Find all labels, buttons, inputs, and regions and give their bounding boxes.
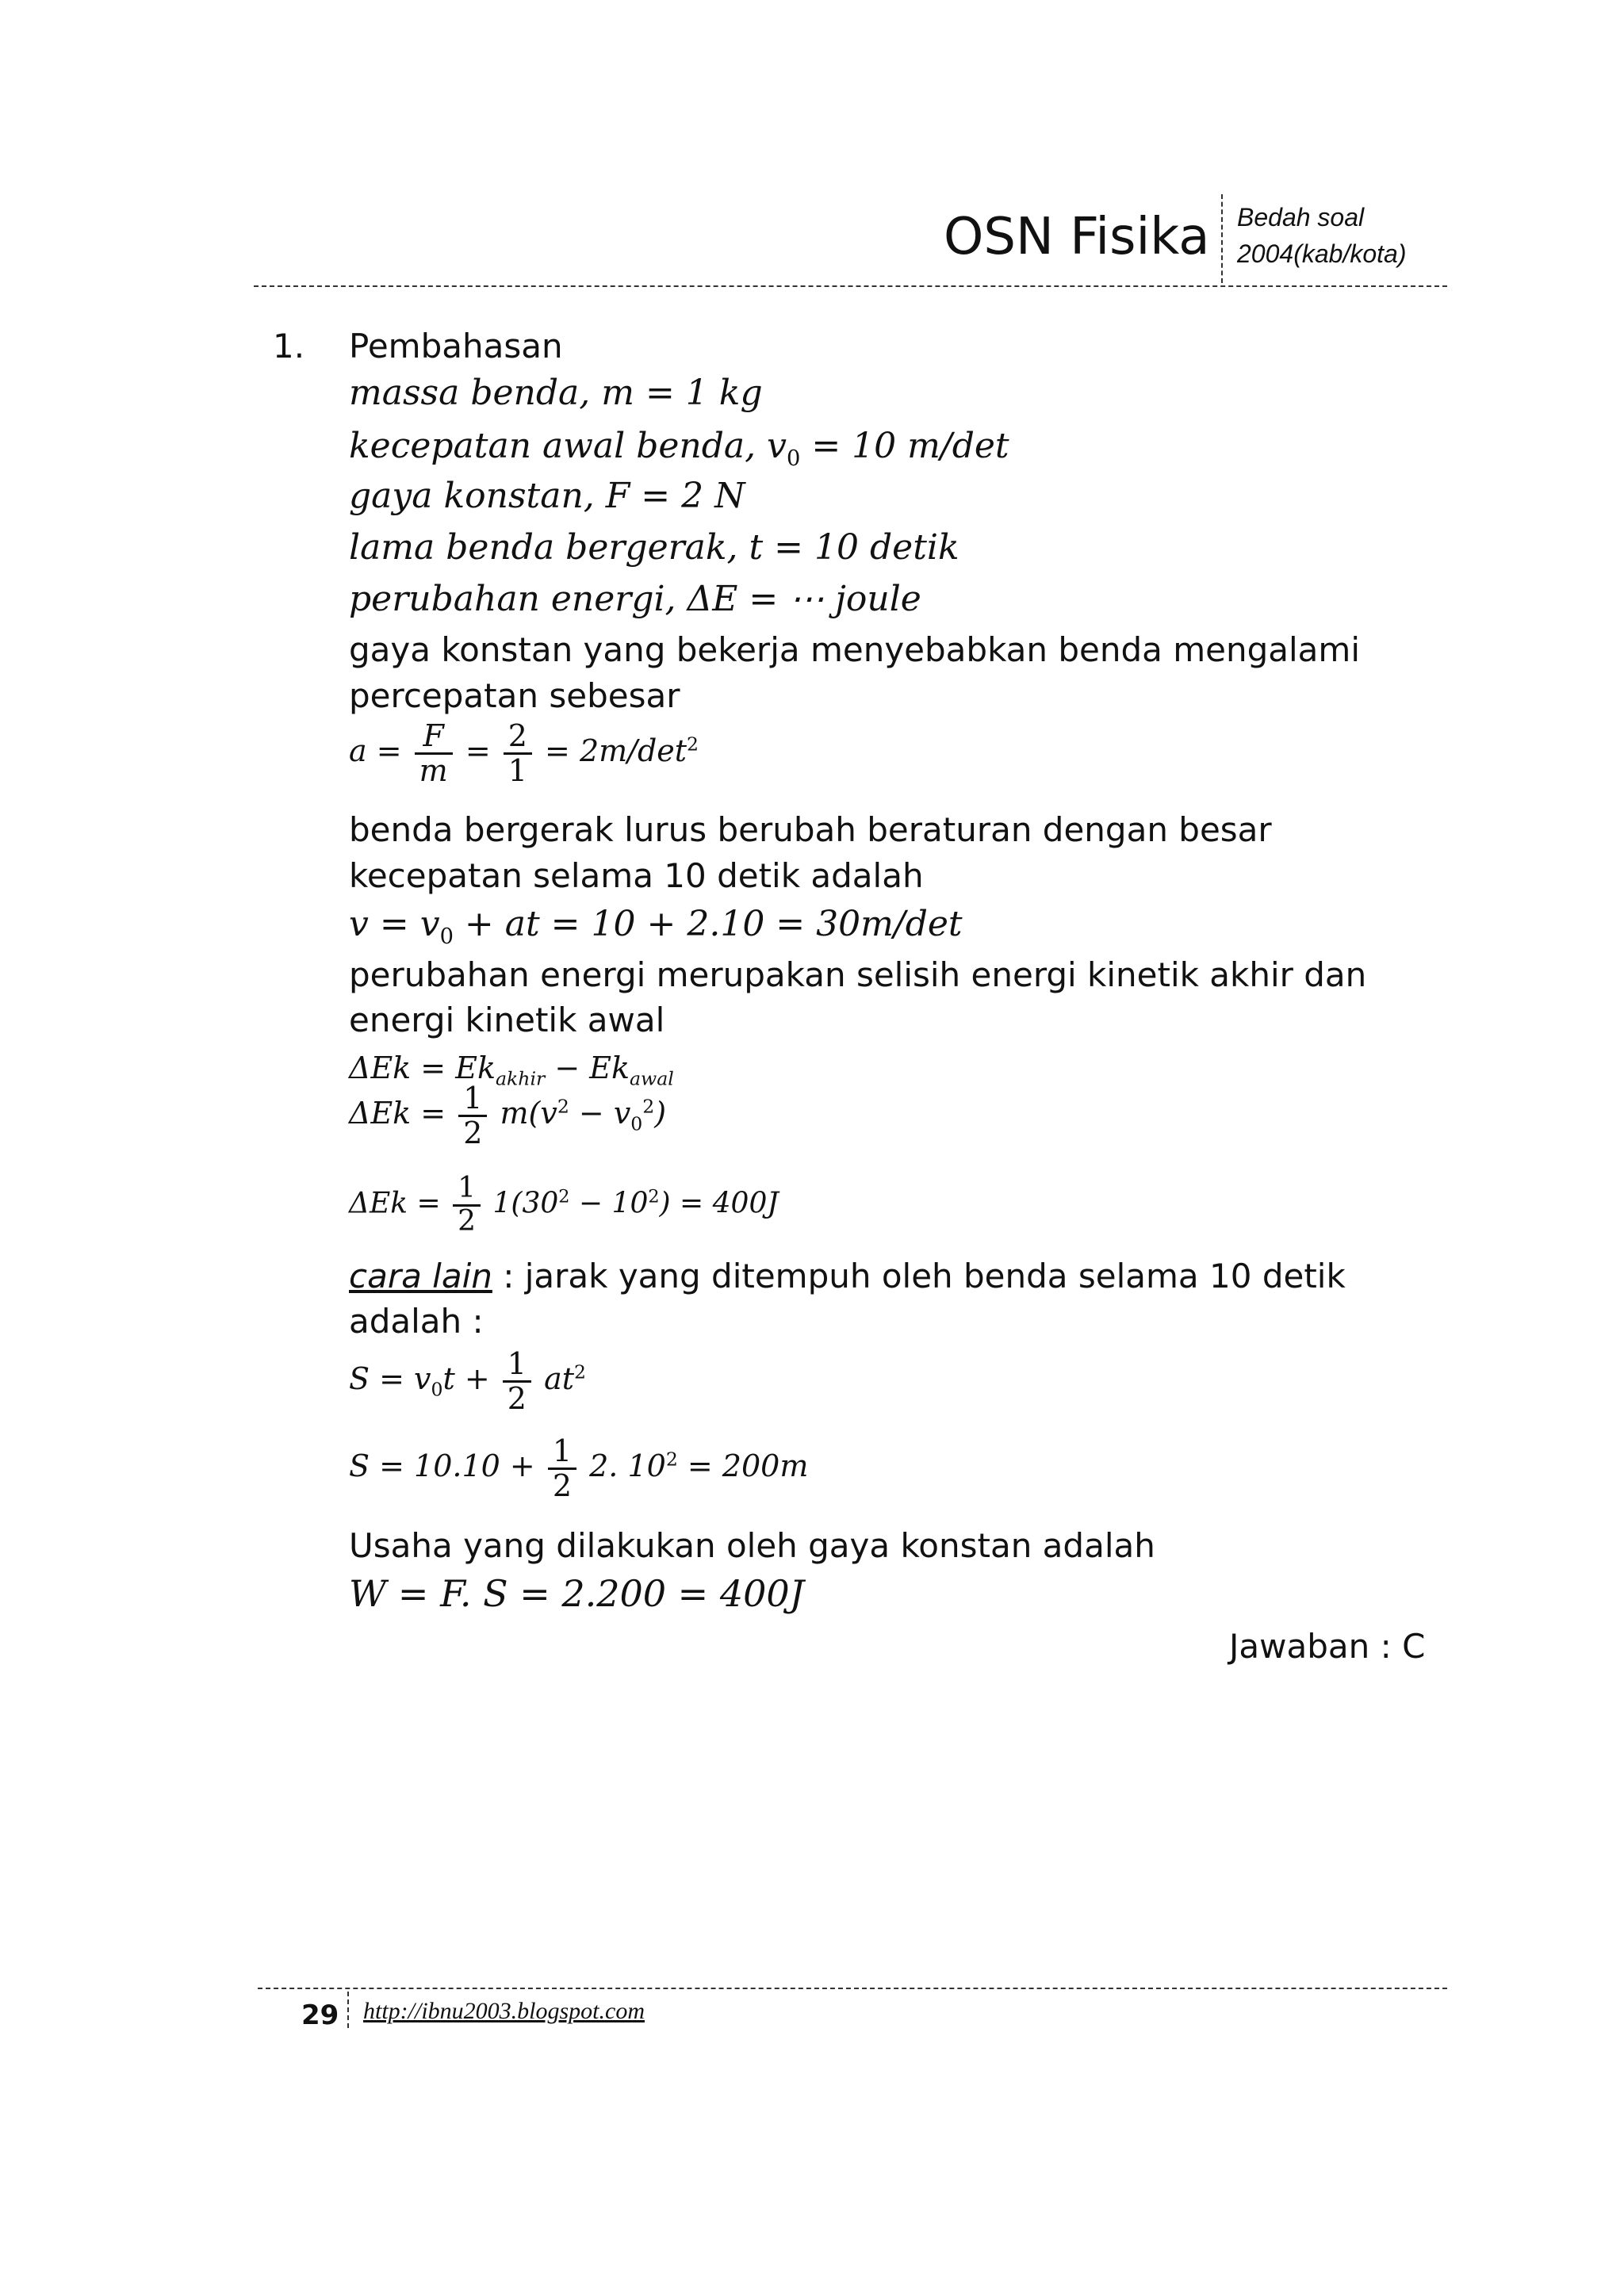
footer-rule [258, 1988, 1447, 1989]
equation-distance-2 [349, 1435, 808, 1502]
s1-b: t + [442, 1361, 490, 1397]
given-time: lama benda bergerak, t = 10 detik [349, 527, 959, 568]
text-2a: benda bergerak lurus berubah beraturan dengan besar [349, 810, 1272, 849]
fraction-2-over-1 [504, 720, 532, 787]
frac-num: 1 [503, 1348, 531, 1383]
given-initial-velocity [349, 426, 1009, 471]
fraction-half [503, 1348, 531, 1415]
ek3-b: − 10 [569, 1187, 649, 1220]
alt-method-label: cara lain [349, 1257, 492, 1295]
ek2-sup1: 2 [557, 1095, 569, 1118]
accel-eq: = [465, 733, 491, 769]
equation-ek-2 [349, 1082, 666, 1150]
ek1-sub2: awal [630, 1067, 674, 1090]
text-2b: kecepatan selama 10 detik adalah [349, 856, 924, 895]
s1-a: S = v [349, 1361, 431, 1397]
ek3-sup2: 2 [648, 1186, 660, 1207]
velocity-suffix: + at = 10 + 2.10 = 30m/det [453, 904, 963, 944]
fraction-half [548, 1435, 576, 1502]
ek3-sup1: 2 [558, 1186, 570, 1207]
answer: Jawaban : C [1229, 1627, 1426, 1666]
frac-num: 1 [453, 1173, 481, 1207]
problem-number: 1. [273, 327, 305, 365]
given-mass: massa benda, m = 1 kg [349, 373, 763, 413]
ek2-c: ) [654, 1096, 667, 1131]
text-3a: perubahan energi merupakan selisih energi kinetik akhir dan [349, 955, 1367, 994]
s1-c: at [544, 1361, 574, 1397]
ek1-a: ΔEk = Ek [349, 1050, 496, 1085]
given-v0-suffix: = 10 m/det [800, 426, 1009, 466]
equation-acceleration [349, 720, 699, 787]
text-3b: energi kinetik awal [349, 1001, 665, 1039]
alt-method-line [349, 1257, 1346, 1295]
frac-num: 1 [458, 1082, 487, 1117]
header-divider [1221, 194, 1223, 283]
s2-c: = 200m [677, 1448, 809, 1484]
equation-velocity [349, 904, 963, 949]
frac-num: F [415, 720, 453, 755]
fraction-half [453, 1173, 481, 1238]
header-subtitle-1: Bedah soal [1237, 203, 1365, 232]
fraction-half [458, 1082, 487, 1150]
frac-den: 2 [463, 1115, 483, 1151]
ek2-sub: 0 [630, 1112, 643, 1135]
ek1-b: − Ek [545, 1050, 630, 1085]
s2-a: S = 10.10 + [349, 1448, 535, 1484]
alt-method-text: : jarak yang ditempuh oleh benda selama 10 detik [492, 1257, 1346, 1295]
given-force: gaya konstan, F = 2 N [349, 476, 745, 516]
header-title: OSN Fisika [944, 208, 1210, 266]
s1-sup: 2 [574, 1360, 586, 1383]
s1-sub: 0 [431, 1378, 443, 1401]
accel-sup: 2 [687, 733, 699, 756]
frac-den: 2 [552, 1468, 573, 1504]
alt-method-text-b: adalah : [349, 1302, 484, 1341]
ek2-a: m(v [500, 1096, 557, 1131]
ek3-c: ) = 400J [659, 1187, 779, 1220]
text-4: Usaha yang dilakukan oleh gaya konstan adalah [349, 1526, 1155, 1565]
given-v0-prefix: kecepatan awal benda, v [349, 426, 787, 466]
frac-den: 2 [507, 1381, 527, 1417]
footer-page-number: 29 [301, 1999, 339, 2031]
equation-distance-1 [349, 1348, 586, 1415]
frac-num: 1 [548, 1435, 576, 1470]
frac-num: 2 [504, 720, 532, 755]
footer-divider [347, 1992, 349, 2028]
ek3-lhs: ΔEk = [349, 1187, 441, 1220]
frac-den: 2 [458, 1204, 477, 1238]
given-delta-energy: perubahan energi, ΔE = ⋯ joule [349, 579, 921, 619]
velocity-prefix: v = v [349, 904, 440, 944]
footer-url-link[interactable]: http://ibnu2003.blogspot.com [363, 1998, 645, 2024]
accel-lhs: a = [349, 733, 402, 769]
ek3-a: 1(30 [492, 1187, 559, 1220]
equation-ek-3 [349, 1173, 779, 1238]
ek2-b: − v [569, 1096, 631, 1131]
ek2-lhs: ΔEk = [349, 1096, 446, 1131]
velocity-sub: 0 [439, 924, 454, 949]
header-rule [254, 285, 1447, 287]
frac-den: 1 [508, 753, 527, 789]
problem-heading: Pembahasan [349, 327, 563, 365]
ek2-sup2: 2 [642, 1095, 655, 1118]
ek1-sub1: akhir [495, 1067, 546, 1090]
equation-work: W = F. S = 2.200 = 400J [349, 1572, 805, 1615]
equation-ek-1 [349, 1050, 674, 1090]
s2-b: 2. 10 [589, 1448, 666, 1484]
s2-sup: 2 [665, 1448, 678, 1471]
text-1b: percepatan sebesar [349, 676, 680, 715]
given-v0-sub: 0 [786, 446, 801, 471]
text-1a: gaya konstan yang bekerja menyebabkan benda mengalami [349, 630, 1360, 669]
fraction-f-over-m [415, 720, 453, 787]
header-subtitle-2: 2004(kab/kota) [1237, 239, 1407, 268]
frac-den: m [419, 753, 448, 789]
accel-rhs: = 2m/det [545, 733, 688, 769]
